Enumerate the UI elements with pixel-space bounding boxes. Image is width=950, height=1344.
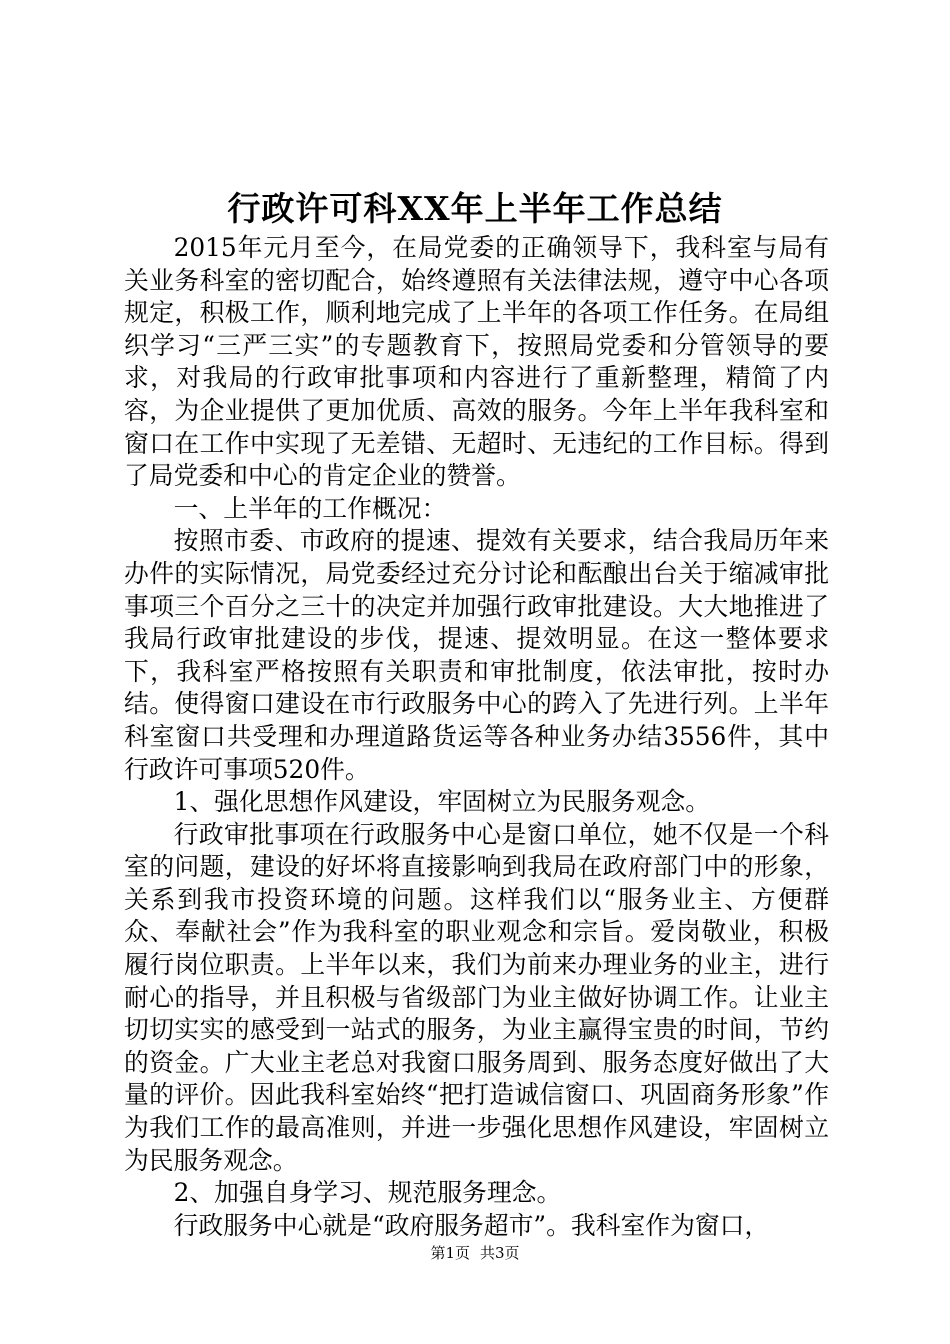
document-body — [124, 232, 829, 1242]
section-heading-overview: 一、上半年的工作概况： — [173, 493, 447, 523]
paragraph-ideology: 行政审批事项在行政服务中心是窗口单位，她不仅是一个科室的问题，建设的好坏将直接影响到我局在政府部门中的形象，关系到我市投资环境的问题。这样我们以“服务业主、方便群众、奉献社会”作为我科室的职业观念和宗旨。爱岗敬业，积极履行岗位职责。上半年以来，我们为前来办理业务的业主，进行耐心的指导，并且积极与省级部门为业主做好协调工作。让业主切切实实的感受到一站式的服务，为业主赢得宝贵的时间，节约的资金。广大业主老总对我窗口服务周到、服务态度好做出了大量的评价。因此我科室始终“把打造诚信窗口、巩固商务形象”作为我们工作的最高准则，并进一步强化思想作风建设，牢固树立为民服务观念。 — [124, 819, 829, 1175]
paragraph-intro: 2015年元月至今，在局党委的正确领导下，我科室与局有关业务科室的密切配合，始终遵照有关法律法规，遵守中心各项规定，积极工作，顺利地完成了上半年的各项工作任务。在局组织学习“三严三实”的专题教育下，按照局党委和分管领导的要求，对我局的行政审批事项和内容进行了重新整理，精简了内容，为企业提供了更加优质、高效的服务。今年上半年我科室和窗口在工作中实现了无差错、无超时、无违纪的工作目标。得到了局党委和中心的肯定企业的赞誉。 — [124, 233, 829, 491]
subheading-learning: 2、加强自身学习、规范服务理念。 — [173, 1178, 562, 1208]
page-footer — [0, 1243, 950, 1263]
page-number: 第1页 — [430, 1244, 470, 1262]
paragraph-overview: 按照市委、市政府的提速、提效有关要求，结合我局历年来办件的实际情况，局党委经过充分讨论和酝酿出台关于缩减审批事项三个百分之三十的决定并加强行政审批建设。大大地推进了我局行政审批建设的步伐，提速、提效明显。在这一整体要求下，我科室严格按照有关职责和审批制度，依法审批，按时办结。使得窗口建设在市行政服务中心的跨入了先进行列。上半年科室窗口共受理和办理道路货运等各种业务办结3556件，其中行政许可事项520件。 — [124, 526, 829, 784]
paragraph-learning: 行政服务中心就是“政府服务超市”。我科室作为窗口， — [173, 1210, 770, 1240]
subheading-ideology: 1、强化思想作风建设，牢固树立为民服务观念。 — [173, 787, 711, 817]
page-total: 共3页 — [480, 1244, 520, 1262]
document-title: 行政许可科XX年上半年工作总结 — [227, 189, 723, 228]
